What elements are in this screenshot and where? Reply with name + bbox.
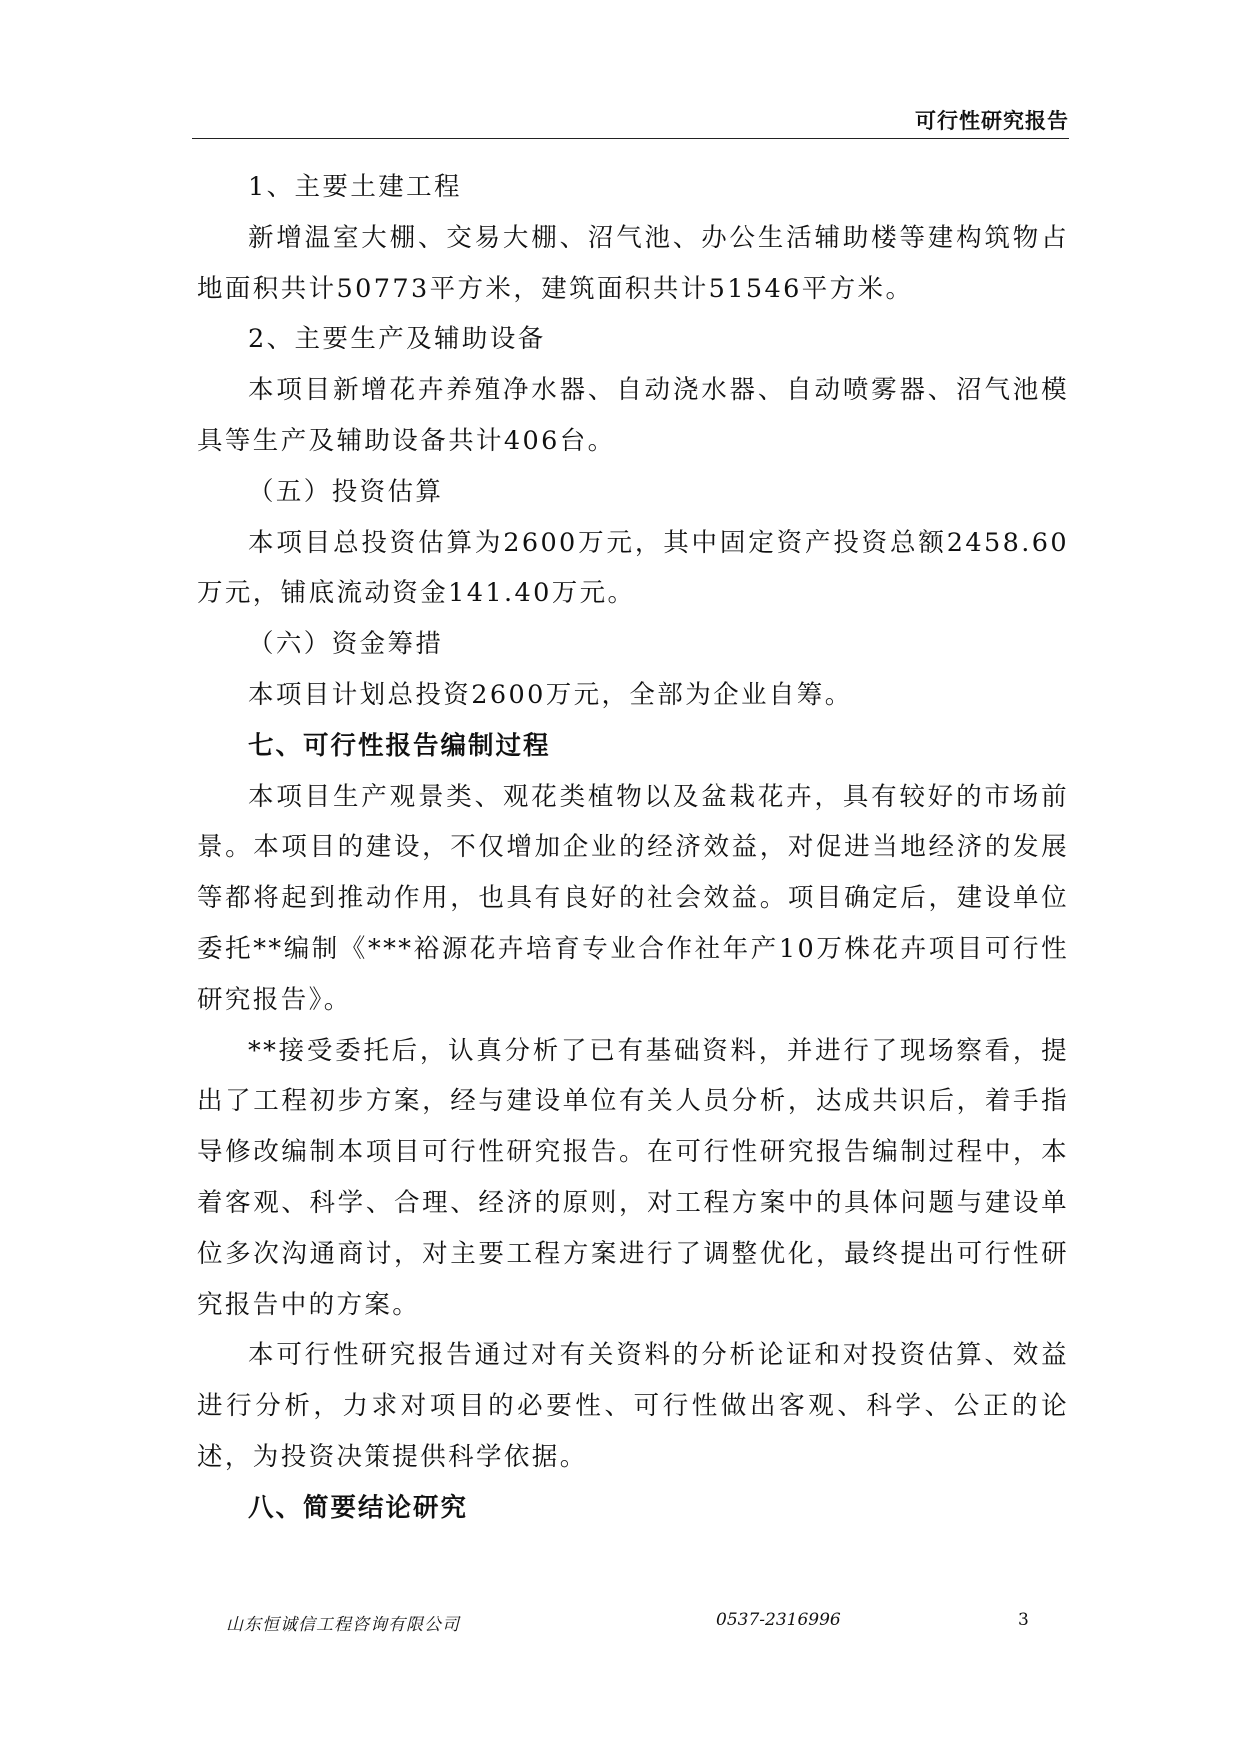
- subsection-heading-civil-works: 1、主要土建工程: [248, 172, 462, 202]
- paragraph-report-purpose: 本可行性研究报告通过对有关资料的分析论证和对投资估算、效益进行分析，力求对项目的必要性、可行性做出客观、科学、公正的论述，为投资决策提供科学依据。: [197, 1340, 1069, 1472]
- footer-company-name: 山东恒诚信工程咨询有限公司: [226, 1615, 460, 1635]
- running-header-title: 可行性研究报告: [915, 109, 1069, 133]
- page-footer: [0, 1610, 1241, 1640]
- section-heading-report-process: 七、可行性报告编制过程: [248, 730, 551, 761]
- paragraph-equipment: 本项目新增花卉养殖净水器、自动浇水器、自动喷雾器、沼气池模具等生产及辅助设备共计406台。: [197, 375, 1069, 456]
- paragraph-investment-estimate: 本项目总投资估算为2600万元，其中固定资产投资总额2458.60万元，铺底流动资金141.40万元。: [197, 527, 1069, 609]
- paragraph-civil-works: 新增温室大棚、交易大棚、沼气池、办公生活辅助楼等建构筑物占地面积共计50773平方米，建筑面积共计51546平方米。: [197, 222, 1069, 304]
- paragraph-funding: 本项目计划总投资2600万元，全部为企业自筹。: [248, 679, 853, 710]
- document-body: [197, 162, 1069, 1534]
- header-divider: [192, 138, 1069, 139]
- subsection-heading-funding: （六）资金筹措: [248, 629, 444, 660]
- footer-phone-number: 0537-2316996: [716, 1610, 841, 1630]
- page-number: 3: [1018, 1610, 1029, 1630]
- subsection-heading-investment-estimate: （五）投资估算: [248, 476, 444, 507]
- paragraph-project-background: 本项目生产观景类、观花类植物以及盆栽花卉，具有较好的市场前景。本项目的建设，不仅增加企业的经济效益，对促进当地经济的发展等都将起到推动作用，也具有良好的社会效益。项目确定后，建设单位委托**编制《***裕源花卉培育专业合作社年产10万株花卉项目可行性研究报告》。: [197, 781, 1069, 1015]
- paragraph-commission-process: **接受委托后，认真分析了已有基础资料，并进行了现场察看，提出了工程初步方案，经与建设单位有关人员分析，达成共识后，着手指导修改编制本项目可行性研究报告。在可行性研究报告编制过程中，本着客观、科学、合理、经济的原则，对工程方案中的具体问题与建设单位多次沟通商讨，对主要工程方案进行了调整优化，最终提出可行性研究报告中的方案。: [197, 1035, 1069, 1320]
- subsection-heading-equipment: 2、主要生产及辅助设备: [248, 324, 546, 355]
- section-heading-conclusions: 八、简要结论研究: [248, 1492, 469, 1523]
